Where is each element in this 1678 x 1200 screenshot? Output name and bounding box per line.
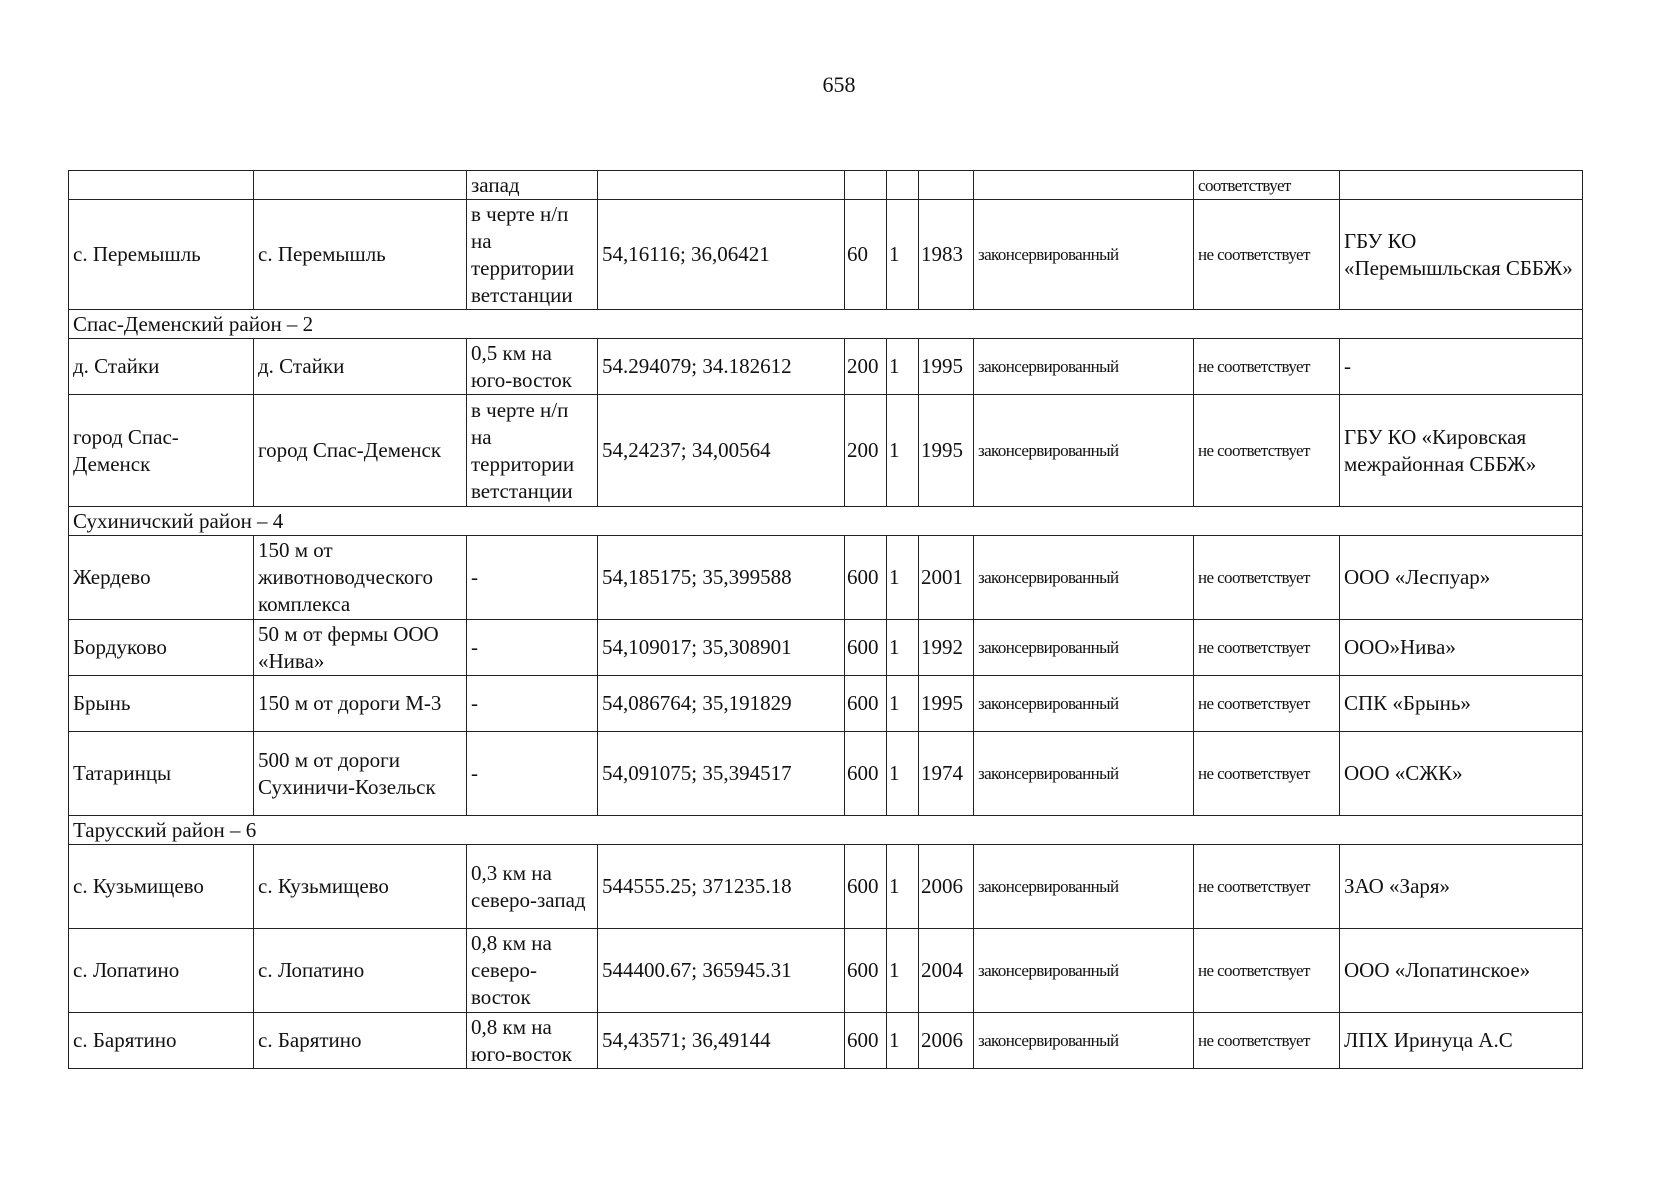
area-cell: 600 — [845, 676, 887, 732]
status-cell — [974, 171, 1194, 200]
count-cell: 1 — [887, 395, 919, 507]
direction-cell: 0,3 км на северо-запад — [467, 845, 598, 929]
location-cell: с. Кузьмищево — [254, 845, 467, 929]
year-cell: 2001 — [919, 536, 974, 620]
direction-cell: в черте н/п на территории ветстанции — [467, 200, 598, 310]
location-cell: 150 м от дороги М-3 — [254, 676, 467, 732]
settlement-cell: Татаринцы — [69, 732, 254, 816]
coordinates-cell: 544555.25; 371235.18 — [598, 845, 845, 929]
compliance-cell: не соответствует — [1194, 676, 1340, 732]
direction-cell: 0,8 км на северо-восток — [467, 929, 598, 1013]
compliance-cell: не соответствует — [1194, 732, 1340, 816]
district-header-row — [69, 310, 1583, 339]
location-cell: 50 м от фермы ООО «Нива» — [254, 620, 467, 676]
status-cell: законсервированный — [974, 620, 1194, 676]
coordinates-cell: 54,16116; 36,06421 — [598, 200, 845, 310]
table-row — [69, 845, 1583, 929]
district-header: Сухиничский район – 4 — [69, 507, 1583, 536]
coordinates-cell: 54.294079; 34.182612 — [598, 339, 845, 395]
table-row — [69, 1013, 1583, 1069]
direction-cell: запад — [467, 171, 598, 200]
district-header: Тарусский район – 6 — [69, 816, 1583, 845]
year-cell — [919, 171, 974, 200]
compliance-cell: не соответствует — [1194, 929, 1340, 1013]
owner-cell: ЛПХ Иринуца А.С — [1340, 1013, 1583, 1069]
table-row — [69, 929, 1583, 1013]
count-cell: 1 — [887, 200, 919, 310]
page-number: 658 — [822, 72, 856, 97]
location-cell: с. Перемышль — [254, 200, 467, 310]
area-cell: 200 — [845, 395, 887, 507]
direction-cell: - — [467, 536, 598, 620]
table-row — [69, 171, 1583, 200]
direction-cell: - — [467, 620, 598, 676]
compliance-cell: не соответствует — [1194, 620, 1340, 676]
owner-cell: СПК «Брынь» — [1340, 676, 1583, 732]
area-cell — [845, 171, 887, 200]
district-header-row — [69, 507, 1583, 536]
location-cell: с. Барятино — [254, 1013, 467, 1069]
settlement-cell: с. Лопатино — [69, 929, 254, 1013]
location-cell — [254, 171, 467, 200]
owner-cell — [1340, 171, 1583, 200]
area-cell: 60 — [845, 200, 887, 310]
cattle-burial-registry-table — [68, 170, 1583, 1069]
settlement-cell: с. Перемышль — [69, 200, 254, 310]
year-cell: 1992 — [919, 620, 974, 676]
coordinates-cell: 54,091075; 35,394517 — [598, 732, 845, 816]
table-row — [69, 676, 1583, 732]
table-row — [69, 620, 1583, 676]
location-cell: с. Лопатино — [254, 929, 467, 1013]
table-row — [69, 536, 1583, 620]
status-cell: законсервированный — [974, 536, 1194, 620]
year-cell: 2006 — [919, 845, 974, 929]
compliance-cell: не соответствует — [1194, 536, 1340, 620]
settlement-cell: город Спас-Деменск — [69, 395, 254, 507]
status-cell: законсервированный — [974, 732, 1194, 816]
coordinates-cell: 544400.67; 365945.31 — [598, 929, 845, 1013]
coordinates-cell — [598, 171, 845, 200]
year-cell: 1983 — [919, 200, 974, 310]
status-cell: законсервированный — [974, 845, 1194, 929]
owner-cell: ООО «СЖК» — [1340, 732, 1583, 816]
table-row — [69, 200, 1583, 310]
location-cell: д. Стайки — [254, 339, 467, 395]
table-row — [69, 395, 1583, 507]
owner-cell: ООО «Лопатинское» — [1340, 929, 1583, 1013]
settlement-cell — [69, 171, 254, 200]
settlement-cell: д. Стайки — [69, 339, 254, 395]
count-cell: 1 — [887, 1013, 919, 1069]
direction-cell: - — [467, 676, 598, 732]
count-cell — [887, 171, 919, 200]
settlement-cell: Брынь — [69, 676, 254, 732]
year-cell: 1974 — [919, 732, 974, 816]
year-cell: 1995 — [919, 395, 974, 507]
area-cell: 600 — [845, 845, 887, 929]
count-cell: 1 — [887, 929, 919, 1013]
year-cell: 2004 — [919, 929, 974, 1013]
year-cell: 1995 — [919, 339, 974, 395]
coordinates-cell: 54,24237; 34,00564 — [598, 395, 845, 507]
year-cell: 1995 — [919, 676, 974, 732]
district-header-row — [69, 816, 1583, 845]
owner-cell: ГБУ КО «Кировская межрайонная СББЖ» — [1340, 395, 1583, 507]
owner-cell: ООО»Нива» — [1340, 620, 1583, 676]
direction-cell: 0,5 км на юго-восток — [467, 339, 598, 395]
status-cell: законсервированный — [974, 676, 1194, 732]
settlement-cell: с. Барятино — [69, 1013, 254, 1069]
direction-cell: - — [467, 732, 598, 816]
compliance-cell: не соответствует — [1194, 1013, 1340, 1069]
area-cell: 600 — [845, 929, 887, 1013]
owner-cell: ЗАО «Заря» — [1340, 845, 1583, 929]
coordinates-cell: 54,43571; 36,49144 — [598, 1013, 845, 1069]
year-cell: 2006 — [919, 1013, 974, 1069]
registry-body — [69, 171, 1583, 1069]
status-cell: законсервированный — [974, 929, 1194, 1013]
status-cell: законсервированный — [974, 339, 1194, 395]
area-cell: 600 — [845, 732, 887, 816]
compliance-cell: не соответствует — [1194, 200, 1340, 310]
direction-cell: в черте н/п на территории ветстанции — [467, 395, 598, 507]
coordinates-cell: 54,086764; 35,191829 — [598, 676, 845, 732]
area-cell: 200 — [845, 339, 887, 395]
compliance-cell: не соответствует — [1194, 339, 1340, 395]
count-cell: 1 — [887, 536, 919, 620]
owner-cell: ГБУ КО «Перемышльская СББЖ» — [1340, 200, 1583, 310]
count-cell: 1 — [887, 732, 919, 816]
compliance-cell: не соответствует — [1194, 395, 1340, 507]
location-cell: 150 м от животноводческого комплекса — [254, 536, 467, 620]
coordinates-cell: 54,185175; 35,399588 — [598, 536, 845, 620]
settlement-cell: Бордуково — [69, 620, 254, 676]
location-cell: город Спас-Деменск — [254, 395, 467, 507]
owner-cell: - — [1340, 339, 1583, 395]
count-cell: 1 — [887, 845, 919, 929]
count-cell: 1 — [887, 339, 919, 395]
count-cell: 1 — [887, 676, 919, 732]
location-cell: 500 м от дороги Сухиничи-Козельск — [254, 732, 467, 816]
table-row — [69, 339, 1583, 395]
owner-cell: ООО «Леспуар» — [1340, 536, 1583, 620]
status-cell: законсервированный — [974, 395, 1194, 507]
area-cell: 600 — [845, 536, 887, 620]
compliance-cell: не соответствует — [1194, 845, 1340, 929]
count-cell: 1 — [887, 620, 919, 676]
settlement-cell: Жердево — [69, 536, 254, 620]
settlement-cell: с. Кузьмищево — [69, 845, 254, 929]
district-header: Спас-Деменский район – 2 — [69, 310, 1583, 339]
status-cell: законсервированный — [974, 1013, 1194, 1069]
area-cell: 600 — [845, 1013, 887, 1069]
status-cell: законсервированный — [974, 200, 1194, 310]
direction-cell: 0,8 км на юго-восток — [467, 1013, 598, 1069]
table-row — [69, 732, 1583, 816]
area-cell: 600 — [845, 620, 887, 676]
compliance-cell: соответствует — [1194, 171, 1340, 200]
coordinates-cell: 54,109017; 35,308901 — [598, 620, 845, 676]
